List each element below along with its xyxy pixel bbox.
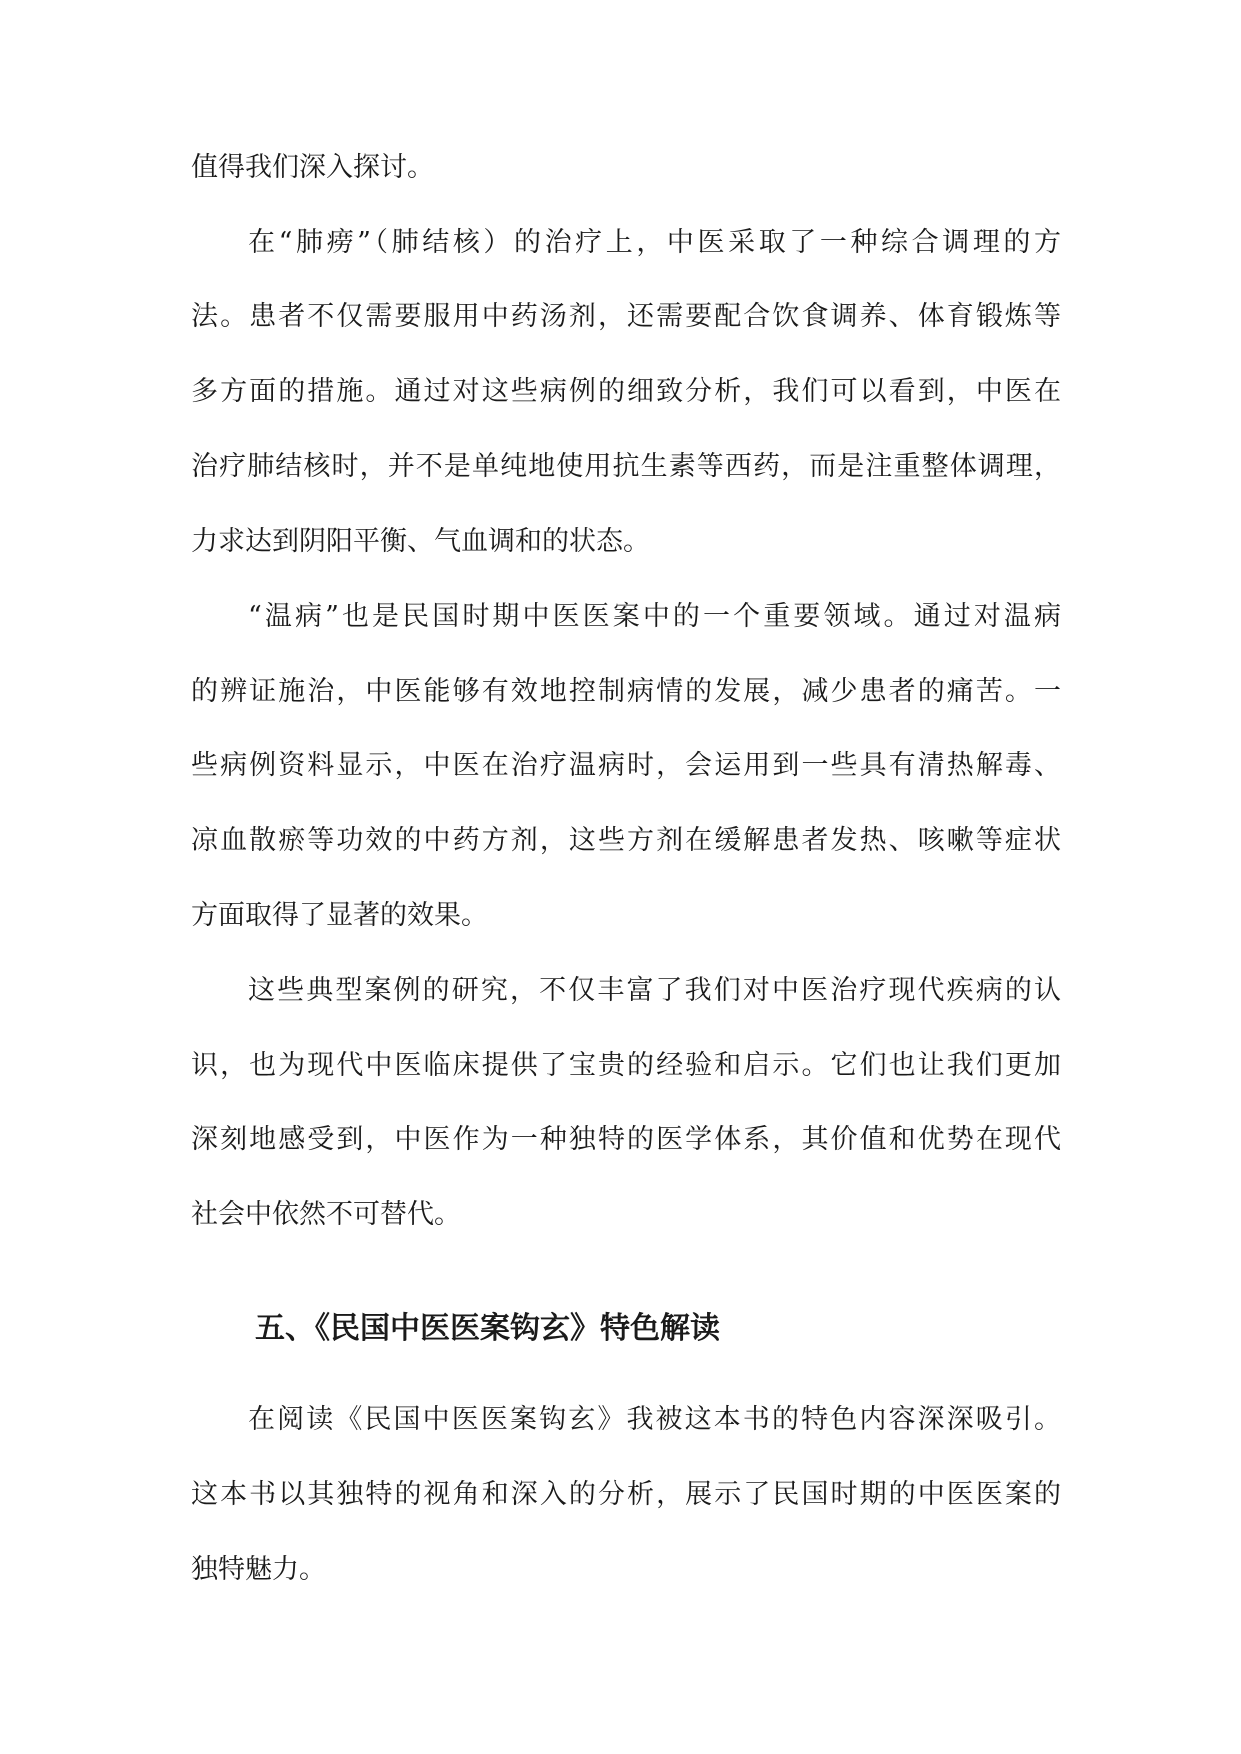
paragraph-line: 值得我们深入探讨。	[191, 152, 434, 183]
paragraph-line: “温病”也是民国时期中医医案中的一个重要领域。通过对温病	[248, 601, 1061, 632]
paragraph-line: 力求达到阴阳平衡、气血调和的状态。	[191, 526, 650, 557]
paragraph-line: 治疗肺结核时，并不是单纯地使用抗生素等西药，而是注重整体调理，	[191, 451, 1061, 482]
paragraph-line: 这本书以其独特的视角和深入的分析，展示了民国时期的中医医案的	[191, 1479, 1061, 1510]
paragraph-line: 些病例资料显示，中医在治疗温病时，会运用到一些具有清热解毒、	[191, 750, 1061, 781]
paragraph-line: 独特魅力。	[191, 1554, 326, 1585]
paragraph-line: 多方面的措施。通过对这些病例的细致分析，我们可以看到，中医在	[191, 376, 1061, 407]
paragraph-line: 法。患者不仅需要服用中药汤剂，还需要配合饮食调养、体育锻炼等	[191, 301, 1061, 332]
paragraph-line: 识，也为现代中医临床提供了宝贵的经验和启示。它们也让我们更加	[191, 1050, 1061, 1081]
paragraph-line: 的辨证施治，中医能够有效地控制病情的发展，减少患者的痛苦。一	[191, 676, 1061, 707]
paragraph-line: 在“肺痨”（肺结核）的治疗上，中医采取了一种综合调理的方	[248, 227, 1061, 258]
section-heading: 五、《民国中医医案钩玄》特色解读	[255, 1311, 720, 1346]
paragraph-line: 社会中依然不可替代。	[191, 1199, 461, 1230]
paragraph-line: 深刻地感受到，中医作为一种独特的医学体系，其价值和优势在现代	[191, 1124, 1061, 1155]
paragraph-line: 在阅读《民国中医医案钩玄》我被这本书的特色内容深深吸引。	[248, 1404, 1061, 1435]
paragraph-line: 凉血散瘀等功效的中药方剂，这些方剂在缓解患者发热、咳嗽等症状	[191, 825, 1061, 856]
paragraph-line: 方面取得了显著的效果。	[191, 900, 488, 931]
paragraph-line: 这些典型案例的研究，不仅丰富了我们对中医治疗现代疾病的认	[248, 975, 1061, 1006]
